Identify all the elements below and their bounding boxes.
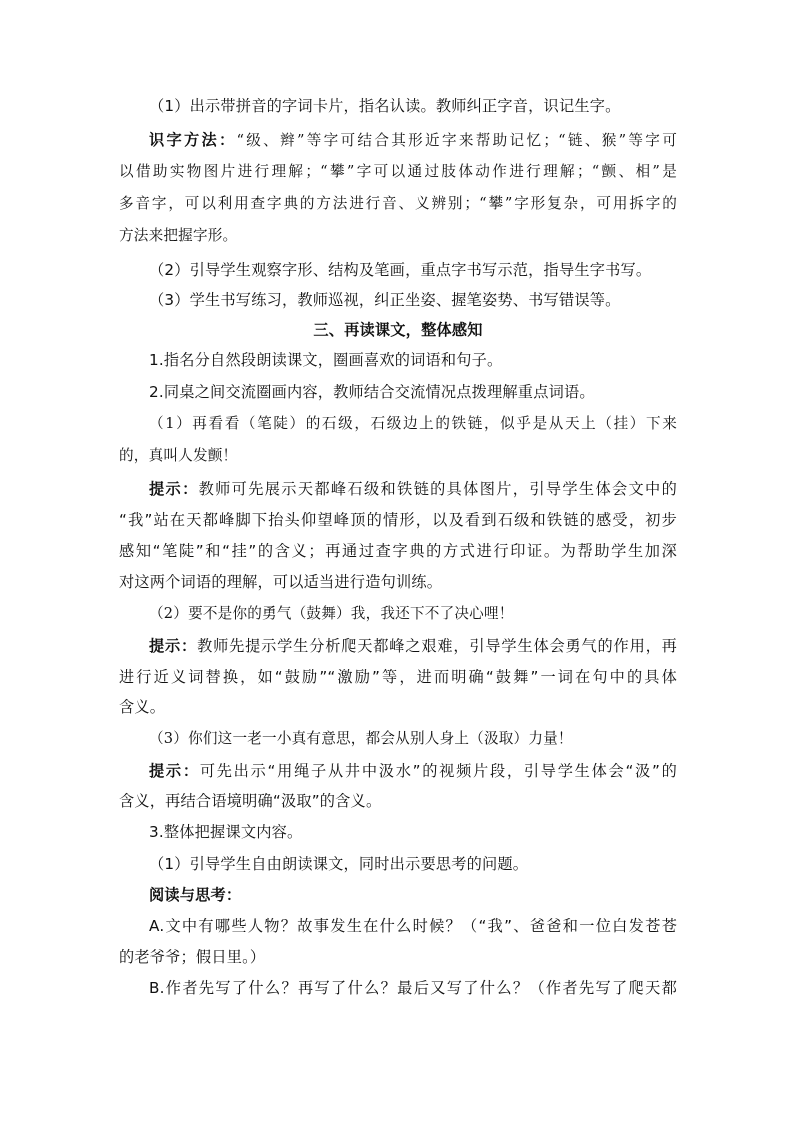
paragraph-line: [149, 636, 677, 656]
paragraph-line: A.文中有哪些人物？故事发生在什么时候？（“我”、爸爸和一位白发苍苍: [149, 917, 677, 935]
paragraph-line: 以借助实物图片进行理解；“攀”字可以通过肢体动作进行理解；“颤、相”是: [119, 163, 677, 180]
paragraph-line: （1）出示带拼音的字词卡片，指名认读。教师纠正字音，识记生字。: [149, 97, 621, 115]
paragraph-line: [149, 479, 677, 499]
paragraph-line: 3.整体把握课文内容。: [149, 823, 303, 841]
paragraph-line: “我”站在天都峰脚下抬头仰望峰顶的情形，以及看到石级和铁链的感受，初步: [119, 511, 677, 529]
paragraph-line: 对这两个词语的理解，可以适当进行造句训练。: [119, 573, 443, 591]
subheading: 阅读与思考：: [149, 886, 242, 904]
label-bold: 提示：: [149, 480, 199, 498]
quote-line: 的，真叫人发颤！: [119, 447, 238, 464]
paragraph-text: 教师先提示学生分析爬天都峰之艰难，引导学生体会勇气的作用，再: [197, 637, 677, 655]
paragraph-line: 2.同桌之间交流圈画内容，教师结合交流情况点拨理解重点词语。: [149, 383, 595, 401]
paragraph-line: B.作者先写了什么？再写了什么？最后又写了什么？（作者先写了爬天都: [149, 979, 677, 997]
paragraph-line: 方法来把握字形。: [119, 227, 238, 244]
paragraph-line: 含义，再结合语境明确“汲取”的含义。: [119, 792, 382, 810]
paragraph-line: [149, 130, 677, 151]
paragraph-line: [149, 761, 677, 781]
paragraph-text: 可先出示“用绳子从井中汲水”的视频片段，引导学生体会“汲”的: [199, 762, 677, 780]
label-bold: 提示：: [149, 762, 200, 780]
label-bold: 识字方法：: [149, 131, 237, 149]
section-heading: 三、再读课文，整体感知: [313, 321, 483, 339]
quote-line: （2）要不是你的勇气（鼓舞）我，我还下不了决心哩！: [149, 605, 514, 622]
paragraph-text: “级、辫”等字可结合其形近字来帮助记忆；“链、猴”等字可: [236, 132, 677, 149]
paragraph-line: 进行近义词替换，如“鼓励”“激励”等，进而明确“鼓舞”一词在句中的具体: [119, 668, 677, 686]
paragraph-line: 1.指名分自然段朗读课文，圈画喜欢的词语和句子。: [149, 351, 503, 369]
quote-line: （1）再看看（笔陡）的石级，石级边上的铁链，似乎是从天上（挂）下来: [149, 415, 677, 432]
paragraph-line: （2）引导学生观察字形、结构及笔画，重点字书写示范，指导生字书写。: [149, 261, 652, 279]
paragraph-text: 教师可先展示天都峰石级和铁链的具体图片，引导学生体会文中的: [198, 480, 677, 498]
paragraph-line: （3）学生书写练习，教师巡视，纠正坐姿、握笔姿势、书写错误等。: [149, 291, 621, 309]
paragraph-line: 感知“笔陡”和“挂”的含义；再通过查字典的方式进行印证。为帮助学生加深: [119, 542, 677, 560]
paragraph-line: 的老爷爷；假日里。）: [119, 948, 266, 966]
paragraph-line: （1）引导学生自由朗读课文，同时出示要思考的问题。: [149, 855, 529, 873]
label-bold: 提示：: [149, 637, 198, 655]
quote-line: （3）你们这一老一小真有意思，都会从别人身上（汲取）力量！: [149, 730, 573, 747]
paragraph-line: 多音字，可以利用查字典的方法进行音、义辨别；“攀”字形复杂，可用拆字的: [119, 195, 677, 212]
paragraph-line: 含义。: [119, 698, 166, 716]
